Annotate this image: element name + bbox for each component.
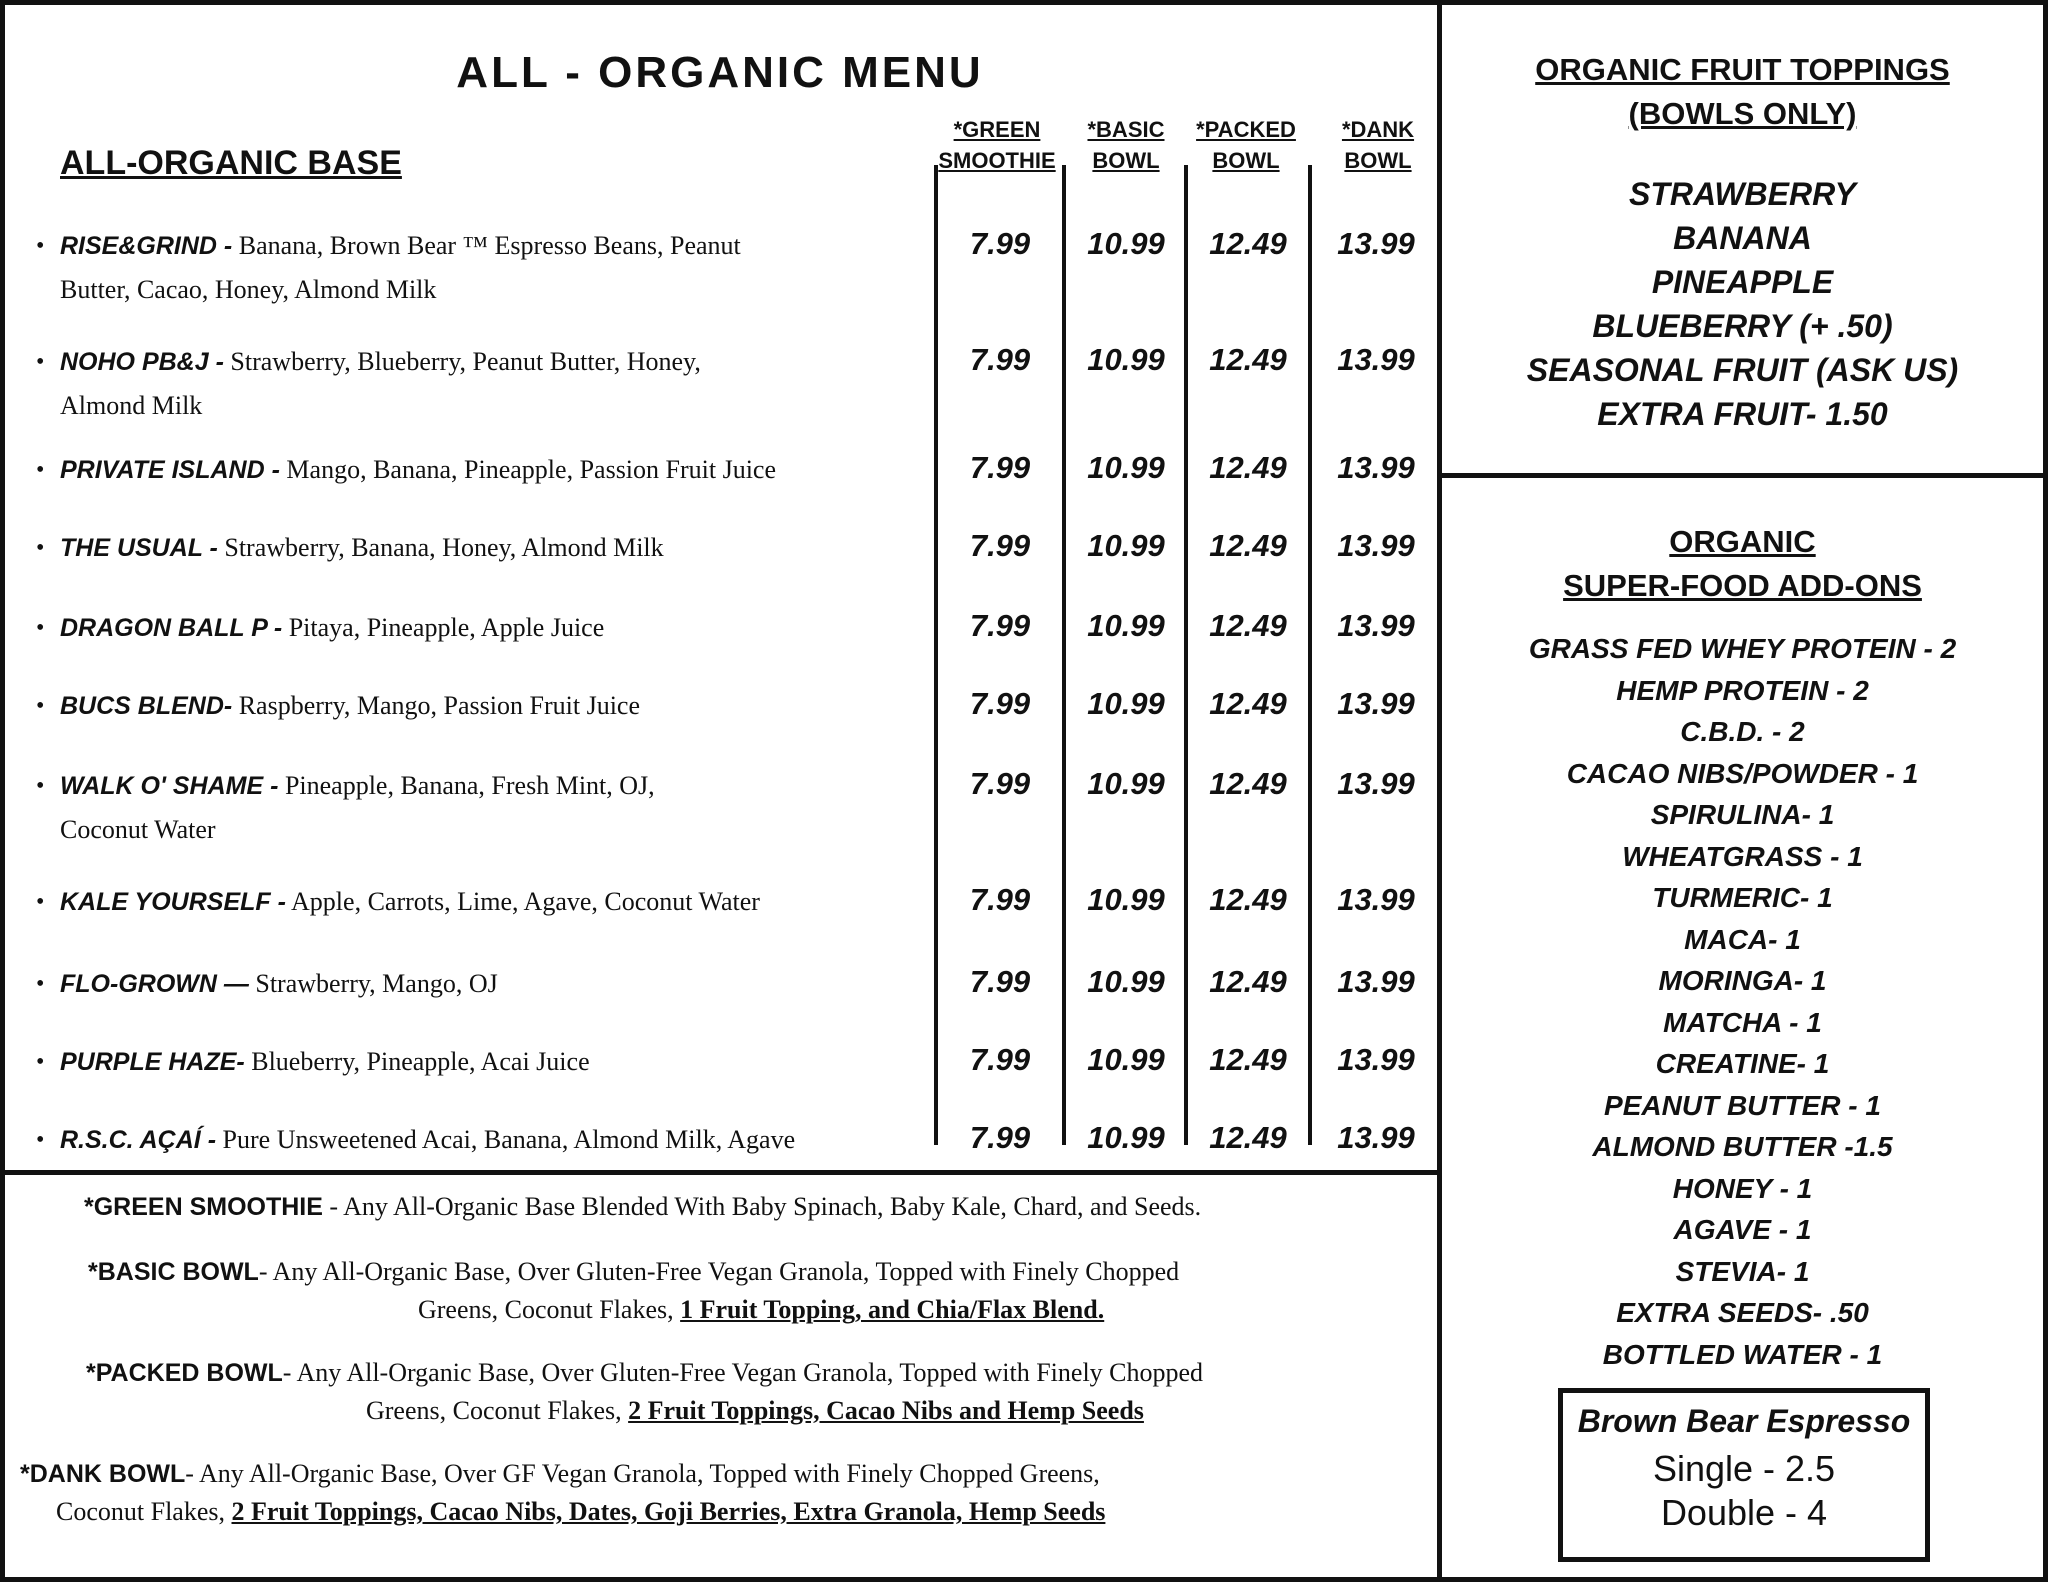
- item-price: 10.99: [1087, 226, 1165, 261]
- item-price: 7.99: [969, 1042, 1031, 1077]
- fruit-topping-item: STRAWBERRY: [1629, 176, 1856, 212]
- item-name: PURPLE HAZE-: [60, 1048, 245, 1076]
- menu-item: [36, 606, 936, 650]
- item-price: 10.99: [1087, 608, 1165, 643]
- fruit-toppings-list: [1442, 172, 2043, 436]
- addon-item: AGAVE - 1: [1673, 1214, 1812, 1245]
- item-ingredients: Pure Unsweetened Acai, Banana, Almond Milk, Agave: [222, 1125, 796, 1154]
- addon-item: HEMP PROTEIN - 2: [1616, 674, 1869, 706]
- menu-item: [36, 526, 936, 570]
- item-price: 12.49: [1209, 766, 1287, 801]
- addon-item: ALMOND BUTTER -1.5: [1592, 1131, 1893, 1162]
- col-dank-bowl: *DANK BOWL: [1341, 117, 1415, 173]
- bullet: •: [36, 535, 45, 561]
- item-price: 12.49: [1209, 1042, 1287, 1077]
- item-price: 13.99: [1337, 686, 1415, 721]
- espresso-box: [1558, 1388, 1930, 1562]
- item-price: 7.99: [969, 608, 1031, 643]
- addon-item: EXTRA SEEDS- .50: [1616, 1297, 1869, 1328]
- addons-subheading: SUPER-FOOD ADD-ONS: [1563, 568, 1922, 603]
- item-price: 7.99: [969, 1120, 1031, 1155]
- item-name: NOHO PB&J -: [60, 348, 224, 376]
- item-ingredients: Strawberry, Blueberry, Peanut Butter, Honey,: [230, 347, 701, 376]
- item-ingredients-cont: Butter, Cacao, Honey, Almond Milk: [60, 275, 437, 304]
- item-price: 13.99: [1337, 1042, 1415, 1077]
- fruit-topping-item: BLUEBERRY (+ .50): [1592, 308, 1893, 344]
- note-green-smoothie: *GREEN SMOOTHIE - Any All-Organic Base Blended With Baby Spinach, Baby Kale, Chard, and Seeds.: [84, 1192, 1202, 1221]
- column-divider: [1308, 165, 1312, 1145]
- menu-item: [36, 224, 936, 312]
- item-ingredients-cont: Almond Milk: [60, 391, 203, 420]
- item-price: 7.99: [969, 882, 1031, 917]
- item-price: 13.99: [1337, 964, 1415, 999]
- item-price: 12.49: [1209, 450, 1287, 485]
- item-price: 13.99: [1337, 608, 1415, 643]
- bullet: •: [36, 1127, 45, 1153]
- item-name: FLO-GROWN —: [60, 970, 249, 998]
- item-price: 10.99: [1087, 1120, 1165, 1155]
- item-price: 12.49: [1209, 882, 1287, 917]
- item-price: 13.99: [1337, 342, 1415, 377]
- menu-item: [36, 1118, 936, 1162]
- fruit-topping-item: BANANA: [1673, 220, 1812, 256]
- fruit-toppings-subheading: (BOWLS ONLY): [1628, 96, 1857, 131]
- item-price: 10.99: [1087, 450, 1165, 485]
- item-price: 13.99: [1337, 450, 1415, 485]
- addon-item: HONEY - 1: [1672, 1172, 1813, 1204]
- item-price: 10.99: [1087, 1042, 1165, 1077]
- col-packed-bowl: *PACKED BOWL: [1196, 117, 1296, 173]
- fruit-topping-item: SEASONAL FRUIT (ASK US): [1526, 352, 1959, 388]
- item-price: 13.99: [1337, 882, 1415, 917]
- addon-item: PEANUT BUTTER - 1: [1604, 1089, 1881, 1121]
- col-basic-bowl: *BASIC BOWL: [1087, 117, 1165, 173]
- addon-item: CREATINE- 1: [1655, 1048, 1830, 1079]
- item-price: 12.49: [1209, 528, 1287, 563]
- item-price: 7.99: [969, 226, 1031, 261]
- addon-item: CACAO NIBS/POWDER - 1: [1566, 757, 1919, 789]
- fruit-topping-item: EXTRA FRUIT- 1.50: [1597, 396, 1888, 432]
- addon-item: BOTTLED WATER - 1: [1602, 1338, 1883, 1370]
- item-price: 13.99: [1337, 1120, 1415, 1155]
- item-ingredients-cont: Coconut Water: [60, 815, 216, 844]
- addon-item: C.B.D. - 2: [1680, 716, 1805, 747]
- item-ingredients: Banana, Brown Bear ™ Espresso Beans, Peanut: [238, 231, 741, 260]
- item-ingredients: Pineapple, Banana, Fresh Mint, OJ,: [284, 771, 655, 800]
- bullet: •: [36, 971, 45, 997]
- item-ingredients: Mango, Banana, Pineapple, Passion Fruit Juice: [286, 455, 777, 484]
- item-price: 7.99: [969, 964, 1031, 999]
- item-price: 13.99: [1337, 528, 1415, 563]
- item-price: 7.99: [969, 450, 1031, 485]
- bullet: •: [36, 615, 45, 641]
- item-price: 7.99: [969, 766, 1031, 801]
- bullet: •: [36, 1049, 45, 1075]
- item-name: PRIVATE ISLAND -: [60, 456, 280, 484]
- addon-item: MACA- 1: [1684, 923, 1801, 955]
- item-name: RISE&GRIND -: [60, 232, 233, 260]
- item-price: 12.49: [1209, 342, 1287, 377]
- menu-item: [36, 962, 936, 1006]
- item-price: 12.49: [1209, 964, 1287, 999]
- menu-title: ALL - ORGANIC MENU: [456, 48, 984, 97]
- item-price: 12.49: [1209, 608, 1287, 643]
- item-price: 10.99: [1087, 882, 1165, 917]
- item-name: WALK O' SHAME -: [60, 772, 279, 800]
- menu-item: [36, 684, 936, 728]
- item-ingredients: Apple, Carrots, Lime, Agave, Coconut Water: [291, 887, 760, 916]
- note-basic-bowl: *BASIC BOWL- Any All-Organic Base, Over Gluten-Free Vegan Granola, Topped with Finely Chopped Greens, Coconut Flakes, 1 Fruit Topping, and Chia/Flax Blend.: [88, 1257, 1180, 1324]
- addon-item: TURMERIC- 1: [1652, 882, 1833, 913]
- menu-item: [36, 880, 936, 924]
- item-price: 12.49: [1209, 226, 1287, 261]
- bullet: •: [36, 349, 45, 375]
- base-heading: ALL-ORGANIC BASE: [60, 144, 402, 182]
- item-price: 13.99: [1337, 226, 1415, 261]
- bullet: •: [36, 889, 45, 915]
- item-price: 13.99: [1337, 766, 1415, 801]
- bullet: •: [36, 693, 45, 719]
- espresso-title: Brown Bear Espresso: [1577, 1403, 1911, 1439]
- item-price: 12.49: [1209, 686, 1287, 721]
- item-name: DRAGON BALL P -: [60, 614, 283, 642]
- addon-item: WHEATGRASS - 1: [1622, 840, 1863, 872]
- fruit-topping-item: PINEAPPLE: [1651, 264, 1834, 300]
- col-green-smoothie: *GREEN SMOOTHIE: [938, 117, 1056, 173]
- item-ingredients: Blueberry, Pineapple, Acai Juice: [251, 1047, 590, 1076]
- item-price: 10.99: [1087, 528, 1165, 563]
- note-packed-bowl: *PACKED BOWL- Any All-Organic Base, Over Gluten-Free Vegan Granola, Topped with Finely Chopped Greens, Coconut Flakes, 2 Fruit Toppings, Cacao Nibs and Hemp Seeds: [86, 1358, 1204, 1425]
- addon-item: GRASS FED WHEY PROTEIN - 2: [1528, 633, 1957, 664]
- item-price: 10.99: [1087, 964, 1165, 999]
- item-ingredients: Strawberry, Banana, Honey, Almond Milk: [224, 533, 664, 562]
- addon-item: STEVIA- 1: [1675, 1255, 1810, 1287]
- note-dank-bowl: *DANK BOWL- Any All-Organic Base, Over GF Vegan Granola, Topped with Finely Chopped Greens, Coconut Flakes, 2 Fruit Toppings, Cacao Nibs, Dates, Goji Berries, Extra Granola, Hemp Seeds: [20, 1459, 1106, 1526]
- addons-list: [1442, 628, 2043, 1375]
- addon-item: MATCHA - 1: [1663, 1006, 1822, 1038]
- bullet: •: [36, 773, 45, 799]
- item-ingredients: Strawberry, Mango, OJ: [255, 969, 498, 998]
- addons-heading: ORGANIC: [1669, 524, 1816, 559]
- item-price: 7.99: [969, 342, 1031, 377]
- item-name: BUCS BLEND-: [60, 692, 233, 720]
- fruit-toppings-heading: ORGANIC FRUIT TOPPINGS: [1535, 52, 1950, 87]
- bullet: •: [36, 457, 45, 483]
- addon-item: SPIRULINA- 1: [1650, 799, 1835, 830]
- espresso-double: Double - 4: [1660, 1492, 1828, 1533]
- item-name: KALE YOURSELF -: [60, 888, 286, 916]
- item-price: 10.99: [1087, 342, 1165, 377]
- item-name: R.S.C. AÇAÍ -: [60, 1126, 217, 1154]
- addon-item: MORINGA- 1: [1658, 965, 1827, 996]
- menu-item: [36, 340, 936, 428]
- item-ingredients: Pitaya, Pineapple, Apple Juice: [288, 613, 605, 642]
- espresso-single: Single - 2.5: [1652, 1448, 1836, 1489]
- item-price: 10.99: [1087, 686, 1165, 721]
- item-price: 7.99: [969, 528, 1031, 563]
- item-ingredients: Raspberry, Mango, Passion Fruit Juice: [238, 691, 640, 720]
- menu-item: [36, 1040, 936, 1084]
- item-price: 12.49: [1209, 1120, 1287, 1155]
- item-price: 7.99: [969, 686, 1031, 721]
- item-price: 10.99: [1087, 766, 1165, 801]
- bullet: •: [36, 233, 45, 259]
- item-name: THE USUAL -: [60, 534, 218, 562]
- menu-item: [36, 764, 936, 852]
- menu-item: [36, 448, 936, 492]
